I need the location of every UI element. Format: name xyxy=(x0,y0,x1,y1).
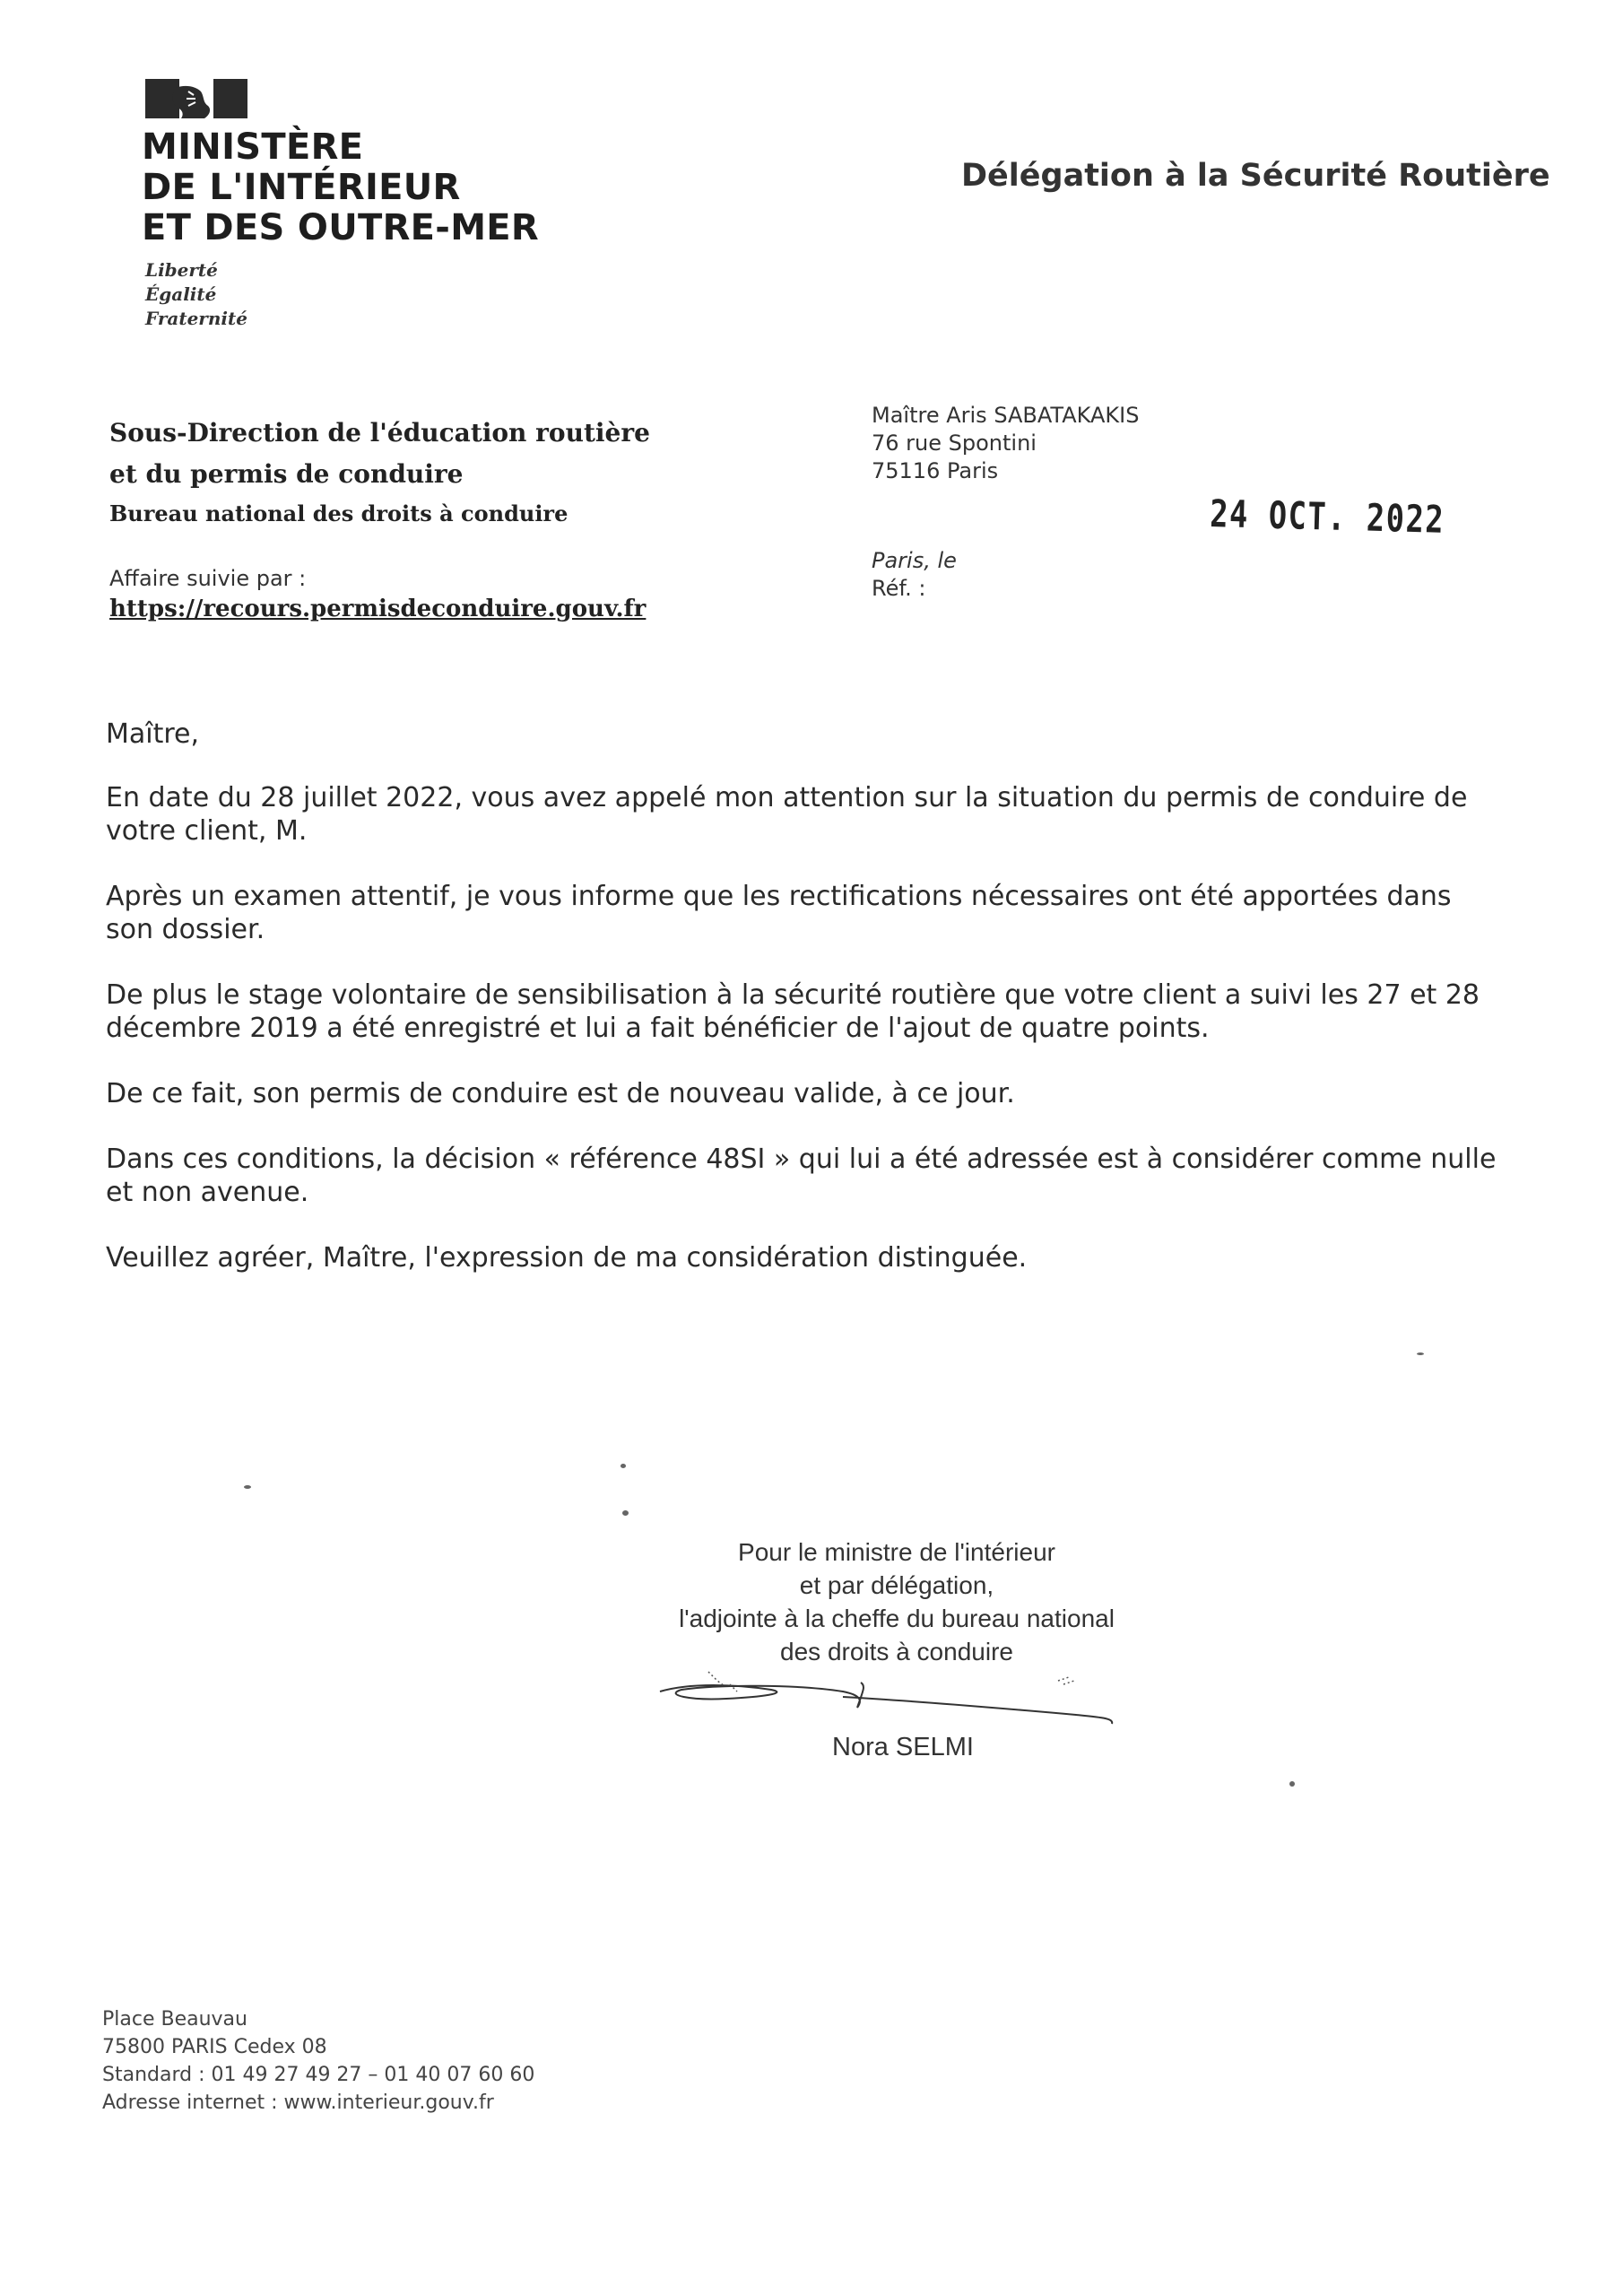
footer-line: 75800 PARIS Cedex 08 xyxy=(102,2036,327,2058)
motto-line: Liberté xyxy=(145,259,218,281)
place-label: Paris, le xyxy=(872,548,957,573)
bureau-name: Bureau national des droits à conduire xyxy=(109,500,568,526)
signature-line: et par délégation, xyxy=(799,1571,994,1599)
closing-formula: Veuillez agréer, Maître, l'expression de ma considération distinguée. xyxy=(106,1242,1028,1274)
followed-by-link[interactable]: https://recours.permisdeconduire.gouv.fr xyxy=(109,596,647,622)
body-paragraph: De ce fait, son permis de conduire est de nouveau valide, à ce jour. xyxy=(106,1078,1015,1109)
subdirection-line: et du permis de conduire xyxy=(109,459,464,489)
salutation: Maître, xyxy=(106,718,200,750)
scan-speck xyxy=(1289,1781,1295,1787)
motto-line: Égalité xyxy=(145,283,217,305)
place-ref-block xyxy=(872,547,957,603)
recipient-street: 76 rue Spontini xyxy=(872,430,1037,456)
marianne-logo-icon xyxy=(145,79,247,118)
ministry-line: DE L'INTÉRIEUR xyxy=(142,167,461,208)
date-stamp: 24 OCT. 2022 xyxy=(1209,491,1445,542)
signature-line: des droits à conduire xyxy=(780,1638,1013,1665)
footer-line: Place Beauvau xyxy=(102,2008,247,2031)
recipient-address xyxy=(872,402,1139,485)
body-paragraph: De plus le stage volontaire de sensibilisation à la sécurité routière que votre client a suivi les 27 et 28 décembre 2019 a été enregistré et lui a fait bénéficier de l'ajout de quatre points. xyxy=(106,979,1480,1044)
footer-address xyxy=(102,2005,534,2117)
signature-line: Pour le ministre de l'intérieur xyxy=(738,1538,1055,1566)
footer-line: Adresse internet : www.interieur.gouv.fr xyxy=(102,2092,494,2114)
department-title: Délégation à la Sécurité Routière xyxy=(961,158,1550,194)
followed-by-label: Affaire suivie par : xyxy=(109,566,307,591)
scan-speck xyxy=(622,1510,629,1516)
sender-block xyxy=(109,413,650,533)
body-paragraph: Après un examen attentif, je vous informe que les rectifications nécessaires ont été apportées dans son dossier. xyxy=(106,881,1452,945)
scan-speck xyxy=(1417,1352,1424,1355)
motto-line: Fraternité xyxy=(145,308,247,329)
letter-body xyxy=(106,718,1505,1307)
body-paragraph: En date du 28 juillet 2022, vous avez appelé mon attention sur la situation du permis de conduire de votre client, M. xyxy=(106,782,1468,847)
recipient-name: Maître Aris SABATAKAKIS xyxy=(872,403,1140,428)
ref-label: Réf. : xyxy=(872,576,926,601)
signature-line: l'adjointe à la cheffe du bureau national xyxy=(679,1605,1115,1632)
ministry-line: MINISTÈRE xyxy=(142,126,364,168)
recipient-city: 75116 Paris xyxy=(872,458,999,483)
ministry-name xyxy=(142,127,539,248)
body-paragraph: Dans ces conditions, la décision « référence 48SI » qui lui a été adressée est à considérer comme nulle et non avenue. xyxy=(106,1144,1497,1208)
footer-line: Standard : 01 49 27 49 27 – 01 40 07 60 60 xyxy=(102,2064,535,2086)
followed-by-block xyxy=(109,563,646,624)
signature-block xyxy=(628,1535,1166,1668)
republic-motto xyxy=(145,258,247,331)
scan-speck xyxy=(244,1485,251,1489)
scan-speck xyxy=(621,1464,626,1468)
signer-name: Nora SELMI xyxy=(832,1733,974,1761)
ministry-line: ET DES OUTRE-MER xyxy=(142,207,540,248)
subdirection-line: Sous-Direction de l'éducation routière xyxy=(109,418,650,448)
